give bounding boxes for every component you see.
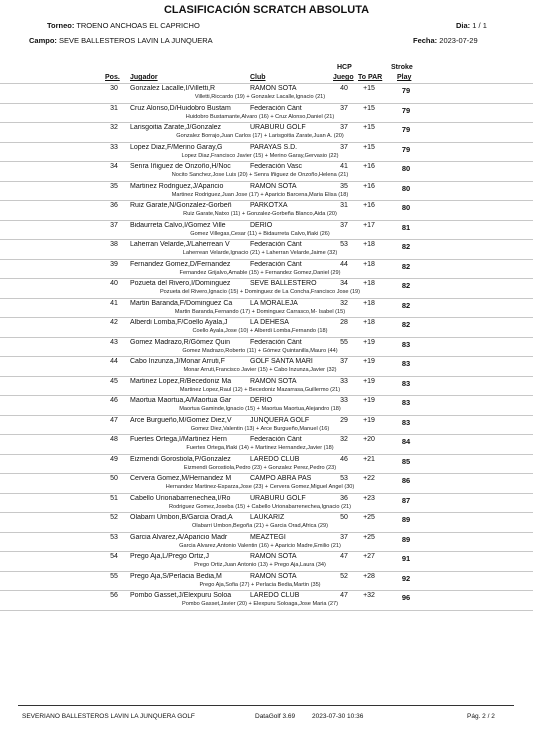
table-row	[0, 279, 533, 299]
row-hcp: 29	[340, 416, 348, 424]
row-to-par: +19	[363, 397, 375, 404]
row-hcp: 50	[340, 514, 348, 521]
row-hcp: 41	[340, 163, 348, 170]
col-header-jugador: Jugador	[130, 74, 158, 81]
footer-page: Pág. 2 / 2	[467, 713, 495, 720]
row-position: 30	[110, 85, 118, 92]
row-player-detail: Gomez Madrazo,Roberto (11) + Gómez Quintanilla,Mauro (44)	[182, 347, 338, 354]
table-row	[0, 162, 533, 182]
row-hcp: 37	[340, 124, 348, 131]
row-stroke-play: 80	[401, 164, 411, 173]
row-player-detail: Rodriguez Gomez,Joseba (15) + Cabello Urionabarrenechea,Ignacio (21)	[168, 503, 352, 510]
row-stroke-play: 79	[401, 86, 411, 95]
row-hcp: 47	[340, 553, 348, 560]
row-club: RAMON SOTA	[250, 553, 297, 560]
row-hcp: 55	[340, 338, 348, 346]
row-to-par: +15	[363, 85, 375, 92]
row-stroke-play: 80	[401, 183, 411, 193]
table-row	[0, 474, 533, 494]
row-player-names: Lopez Diaz,F/Merino Garay,G	[130, 143, 223, 151]
row-hcp: 47	[340, 592, 348, 599]
row-club: RAMON SOTA	[250, 377, 297, 385]
row-player-names: Martinez Lopez,R/Becedoniz Ma	[130, 377, 232, 385]
row-player-names: Laherran Velarde,J/Laherrean V	[130, 241, 230, 248]
row-player-names: Larisgoitia Zarate,J/Gonzalez	[130, 124, 222, 131]
fecha-label: Fecha:	[413, 36, 438, 45]
row-player-names: Ruiz Garate,N/Gonzalez-Gorbeñ	[130, 202, 232, 209]
row-position: 47	[110, 416, 118, 424]
table-row	[0, 533, 533, 553]
row-to-par: +19	[363, 358, 375, 365]
row-position: 53	[110, 533, 118, 541]
row-to-par: +20	[363, 436, 375, 443]
row-stroke-play: 83	[401, 378, 411, 388]
row-player-names: Cervera Gomez,M/Hernandez M	[130, 475, 232, 482]
row-hcp: 40	[340, 85, 348, 92]
row-stroke-play: 79	[401, 144, 411, 154]
row-hcp: 37	[340, 143, 348, 151]
row-player-detail: Villetti,Riccardo (19) + Gonzalez Lacalle,Ignacio (21)	[194, 94, 326, 100]
row-hcp: 28	[340, 319, 348, 326]
row-player-names: Cabello Urionabarrenechea,I/Ro	[130, 494, 231, 502]
row-club: URABURU GOLF	[250, 124, 306, 131]
row-player-detail: Laherrean Velarde,Ignacio (21) + Laherran Velarde,Jaime (32)	[182, 250, 338, 256]
row-club: LA MORALEJA	[250, 299, 298, 307]
row-position: 48	[110, 436, 118, 443]
row-club: CAMPO ABRA PAS	[250, 475, 312, 482]
col-header-pos: Pos.	[105, 74, 120, 81]
row-club: Federación Cánt	[250, 260, 302, 268]
row-player-names: Gomez Madrazo,R/Gómez Quin	[130, 338, 230, 346]
row-position: 42	[110, 319, 118, 326]
row-to-par: +19	[363, 338, 375, 346]
campo-label: Campo:	[29, 36, 57, 45]
row-position: 56	[110, 592, 118, 599]
row-club: LA DEHESA	[250, 319, 289, 326]
row-club: Federación Cánt	[250, 338, 302, 346]
row-hcp: 37	[340, 358, 348, 365]
row-to-par: +17	[363, 221, 375, 229]
row-stroke-play: 83	[401, 417, 411, 427]
row-player-detail: Garcia Alvarez,Antonio Valentin (16) + Aparicio Madre,Emilio (21)	[179, 542, 341, 549]
row-position: 31	[110, 104, 118, 112]
table-row	[0, 416, 533, 436]
row-player-names: Cabo Inzunza,J/Monar Arruti,F	[130, 358, 225, 365]
table-row	[0, 572, 533, 592]
row-position: 33	[110, 143, 118, 151]
row-stroke-play: 82	[401, 261, 411, 271]
row-club: LAREDO CLUB	[250, 592, 300, 599]
row-to-par: +16	[363, 163, 375, 170]
row-player-names: Pombo Gasset,J/Elexpuru Soloa	[130, 592, 232, 599]
table-row	[0, 143, 533, 163]
row-position: 38	[110, 241, 118, 248]
row-to-par: +16	[363, 202, 375, 209]
row-stroke-play: 92	[401, 573, 411, 583]
row-stroke-play: 81	[401, 222, 411, 232]
row-stroke-play: 89	[401, 534, 411, 544]
footer-divider	[18, 705, 514, 706]
row-stroke-play: 79	[401, 125, 411, 134]
row-player-detail: Gomez Villegas,Cesar (11) + Bidaurreta Calvo,Iñaki (26)	[190, 230, 330, 237]
row-hcp: 37	[340, 533, 348, 541]
row-to-par: +19	[363, 377, 375, 385]
row-stroke-play: 89	[401, 515, 411, 524]
row-club: MEAZTEGI	[250, 533, 286, 541]
row-hcp: 33	[340, 397, 348, 404]
table-row	[0, 221, 533, 241]
row-player-names: Arce Burgueño,M/Gomez Diez,V	[130, 416, 232, 424]
row-player-detail: Hernandez Martinez-Esparza,Jose (23) + Cervera Gomez,Miguel Angel (30)	[165, 484, 355, 490]
row-to-par: +25	[363, 533, 375, 541]
row-club: PARAYAS S.D.	[250, 143, 298, 151]
row-hcp: 35	[340, 182, 348, 190]
row-stroke-play: 82	[401, 300, 411, 310]
row-position: 36	[110, 202, 118, 209]
row-stroke-play: 82	[401, 242, 411, 251]
table-row	[0, 240, 533, 260]
row-player-detail: Gomez Diez,Valentin (13) + Arce Burgueño,Manuel (16)	[190, 425, 330, 432]
row-player-detail: Gonzalez Borrajo,Juan Carlos (17) + Larisgoitia Zarate,Juan A. (20)	[176, 133, 344, 139]
table-row	[0, 591, 533, 611]
row-hcp: 37	[340, 104, 348, 112]
col-header-play: Play	[397, 74, 412, 81]
day-info	[456, 21, 487, 30]
row-stroke-play: 85	[401, 456, 411, 466]
row-player-detail: Martin Baranda,Fernando (17) + Dominguez Carrasco,M- Isabel (15)	[174, 308, 346, 315]
row-to-par: +16	[363, 182, 375, 190]
table-row	[0, 338, 533, 358]
row-player-detail: Fuertes Ortega,Iñaki (14) + Martinez Hernandez,Javier (18)	[186, 445, 334, 451]
row-club: RAMON SOTA	[250, 85, 297, 92]
row-club: Federación Cánt	[250, 104, 302, 112]
row-to-par: +22	[363, 475, 375, 482]
row-hcp: 46	[340, 455, 348, 463]
row-position: 45	[110, 377, 118, 385]
row-to-par: +32	[363, 592, 375, 599]
row-player-detail: Martinez Rodriguez,Juan Jose (17) + Aparicio Barcena,Maria Elisa (18)	[171, 191, 349, 198]
row-club: DERIO	[250, 397, 273, 404]
row-to-par: +15	[363, 104, 375, 112]
row-position: 43	[110, 338, 118, 346]
row-hcp: 53	[340, 475, 348, 482]
table-row	[0, 299, 533, 319]
fecha-value: 2023-07-29	[439, 36, 478, 45]
table-row	[0, 455, 533, 475]
row-to-par: +15	[363, 124, 375, 131]
row-hcp: 36	[340, 494, 348, 502]
row-player-names: Olabarri Umbon,B/Garcia Orad,A	[130, 514, 233, 521]
row-player-detail: Ruiz Garate,Natxo (11) + Gonzalez-Gorbeña Blanco,Aida (20)	[183, 211, 337, 217]
row-position: 54	[110, 553, 118, 560]
row-to-par: +15	[363, 143, 375, 151]
row-player-detail: Fernandez Grijalvo,Amable (15) + Fernandez Gomez,Daniel (29)	[179, 269, 341, 276]
row-player-names: Prego Aja,L/Prego Ortiz,J	[130, 553, 209, 560]
row-club: Federación Cánt	[250, 241, 302, 248]
col-header-stroke: Stroke	[391, 64, 413, 71]
tournament-info	[47, 21, 200, 30]
row-player-names: Alberdi Lomba,F/Coello Ayala,J	[130, 319, 228, 326]
row-player-detail: Prego Aja,Sofia (27) + Perlacia Bedia,Martin (35)	[199, 581, 321, 588]
row-position: 49	[110, 455, 118, 463]
table-row	[0, 260, 533, 280]
row-hcp: 44	[340, 260, 348, 268]
row-stroke-play: 83	[401, 339, 411, 349]
row-position: 40	[110, 280, 118, 287]
page-title: CLASIFICACIÓN SCRATCH ABSOLUTA	[163, 4, 370, 16]
torneo-value: TROENO ANCHOAS EL CAPRICHO	[76, 21, 200, 30]
row-to-par: +23	[363, 494, 375, 502]
row-position: 46	[110, 397, 118, 404]
row-position: 51	[110, 494, 118, 502]
row-player-names: Martin Baranda,F/Dominguez Ca	[130, 299, 233, 307]
row-to-par: +19	[363, 416, 375, 424]
table-row	[0, 396, 533, 416]
table-row	[0, 377, 533, 397]
row-player-names: Garcia Alvarez,A/Aparicio Madr	[130, 533, 228, 541]
row-player-detail: Huidobro Bustamante,Alvaro (16) + Cruz Alonso,Daniel (21)	[185, 113, 335, 120]
table-row	[0, 182, 533, 202]
row-stroke-play: 83	[401, 359, 411, 368]
row-hcp: 33	[340, 377, 348, 385]
table-row	[0, 357, 533, 377]
table-row	[0, 435, 533, 455]
row-player-names: Cruz Alonso,D/Huidobro Bustam	[130, 104, 231, 112]
table-row	[0, 123, 533, 143]
row-player-detail: Pombo Gasset,Javier (20) + Elexpuru Soloaga,Jose Maria (27)	[182, 601, 338, 607]
row-player-detail: Pozueta del Rivero,Ignacio (15) + Dominguez de La Concha,Francisco Jose (19)	[159, 289, 361, 295]
row-player-names: Prego Aja,S/Perlacia Bedia,M	[130, 572, 222, 580]
row-player-names: Fuertes Ortega,I/Martinez Hern	[130, 436, 227, 443]
row-hcp: 32	[340, 436, 348, 443]
row-player-detail: Maortua Gaminde,Ignacio (15) + Maortua Maortua,Alejandro (18)	[179, 406, 341, 412]
row-to-par: +18	[363, 319, 375, 326]
row-to-par: +28	[363, 572, 375, 580]
row-club: RAMON SOTA	[250, 572, 297, 580]
row-stroke-play: 82	[401, 320, 411, 329]
row-club: SEVE BALLESTERO	[250, 280, 317, 287]
dia-value: 1 / 1	[472, 21, 487, 30]
col-header-to-par: To PAR	[358, 74, 383, 81]
row-player-detail: Eizmendi Gorostiola,Pedro (23) + Gonzalez Perez,Pedro (23)	[183, 464, 337, 471]
row-position: 37	[110, 221, 118, 229]
row-position: 39	[110, 260, 118, 268]
row-hcp: 37	[340, 221, 348, 229]
row-position: 50	[110, 475, 118, 482]
date-info	[413, 36, 478, 45]
table-row	[0, 83, 533, 104]
row-to-par: +25	[363, 514, 375, 521]
row-player-detail: Prego Ortiz,Juan Antonio (13) + Prego Aja,Laura (34)	[194, 562, 326, 568]
row-player-names: Pozueta del Rivero,I/Dominguez	[130, 280, 231, 287]
row-club: JUNQUERA GOLF	[250, 416, 310, 424]
row-to-par: +18	[363, 260, 375, 268]
row-player-names: Gonzalez Lacalle,I/Villetti,R	[130, 85, 216, 92]
table-row	[0, 318, 533, 338]
row-hcp: 52	[340, 572, 348, 580]
row-club: Federación Cánt	[250, 436, 302, 443]
row-player-detail: Monar Arruti,Francisco Javier (15) + Cabo Inzunza,Javier (32)	[183, 367, 337, 373]
dia-label: Dia:	[456, 21, 471, 30]
row-player-detail: Coello Ayala,Jose (10) + Alberdi Lomba,Fernando (18)	[192, 328, 328, 334]
row-player-detail: Nocito Sanchez,Jose Luis (20) + Senra Iñiguez de Onzoño,Helena (21)	[171, 172, 349, 178]
row-club: URABURU GOLF	[250, 494, 306, 502]
col-header-club: Club	[250, 74, 266, 81]
table-row	[0, 104, 533, 124]
row-stroke-play: 79	[401, 105, 411, 115]
row-player-names: Maortua Maortua,A/Maortua Gar	[130, 397, 232, 404]
row-position: 52	[110, 514, 118, 521]
row-player-names: Bidaurreta Calvo,I/Gomez Ville	[130, 221, 226, 229]
row-club: GOLF SANTA MARI	[250, 358, 313, 365]
row-position: 35	[110, 182, 118, 190]
row-club: DERIO	[250, 221, 273, 229]
table-row	[0, 201, 533, 221]
row-to-par: +18	[363, 241, 375, 248]
row-player-detail: Martinez Lopez,Raul (12) + Becedoniz Mazarrasa,Guillermo (21)	[179, 386, 341, 393]
row-club: RAMON SOTA	[250, 182, 297, 190]
row-position: 34	[110, 163, 118, 170]
row-stroke-play: 96	[401, 593, 411, 602]
row-hcp: 53	[340, 241, 348, 248]
row-hcp: 31	[340, 202, 348, 209]
row-stroke-play: 87	[401, 495, 411, 505]
torneo-label: Torneo:	[47, 21, 75, 30]
row-club: LAREDO CLUB	[250, 455, 300, 463]
row-position: 44	[110, 358, 118, 365]
table-row	[0, 552, 533, 572]
results-table	[0, 83, 533, 611]
row-stroke-play: 86	[401, 476, 411, 485]
row-stroke-play: 83	[401, 398, 411, 407]
row-club: Federación Vasc	[250, 163, 303, 170]
row-hcp: 32	[340, 299, 348, 307]
row-stroke-play: 84	[401, 437, 411, 446]
course-info	[29, 36, 213, 45]
row-position: 32	[110, 124, 118, 131]
footer-timestamp: 2023-07-30 10:36	[312, 713, 364, 720]
row-to-par: +18	[363, 299, 375, 307]
row-to-par: +21	[363, 455, 375, 463]
row-position: 41	[110, 299, 118, 307]
row-player-names: Fernandez Gomez,D/Fernandez	[130, 260, 231, 268]
row-to-par: +18	[363, 280, 375, 287]
row-hcp: 34	[340, 280, 348, 287]
footer-software: DataGolf 3.69	[255, 713, 296, 720]
row-player-detail: Olabarri Umbon,Begoña (21) + Garcia Orad,Africa (29)	[191, 523, 329, 529]
row-position: 55	[110, 572, 118, 580]
row-player-names: Eizmendi Gorostiola,P/Gonzalez	[130, 455, 231, 463]
row-stroke-play: 82	[401, 281, 411, 290]
row-player-names: Martinez Rodriguez,J/Aparicio	[130, 182, 224, 190]
campo-value: SEVE BALLESTEROS LAVIN LA JUNQUERA	[59, 36, 213, 45]
table-row	[0, 494, 533, 514]
row-club: LAUKARIZ	[250, 514, 285, 521]
row-to-par: +27	[363, 553, 375, 560]
row-stroke-play: 80	[401, 203, 411, 212]
row-player-detail: Lopez Diaz,Francisco Javier (15) + Merino Garay,Gervasio (22)	[181, 152, 339, 159]
table-row	[0, 513, 533, 533]
col-header-hcp: HCP	[337, 64, 352, 71]
row-player-names: Senra Iñiguez de Onzoño,H/Noc	[130, 163, 231, 170]
row-stroke-play: 91	[401, 554, 411, 563]
footer-club: SEVERIANO BALLESTEROS LAVIN LA JUNQUERA GOLF	[22, 713, 195, 720]
col-header-juego: Juego	[333, 74, 354, 81]
row-club: PARKOTXA	[250, 202, 288, 209]
